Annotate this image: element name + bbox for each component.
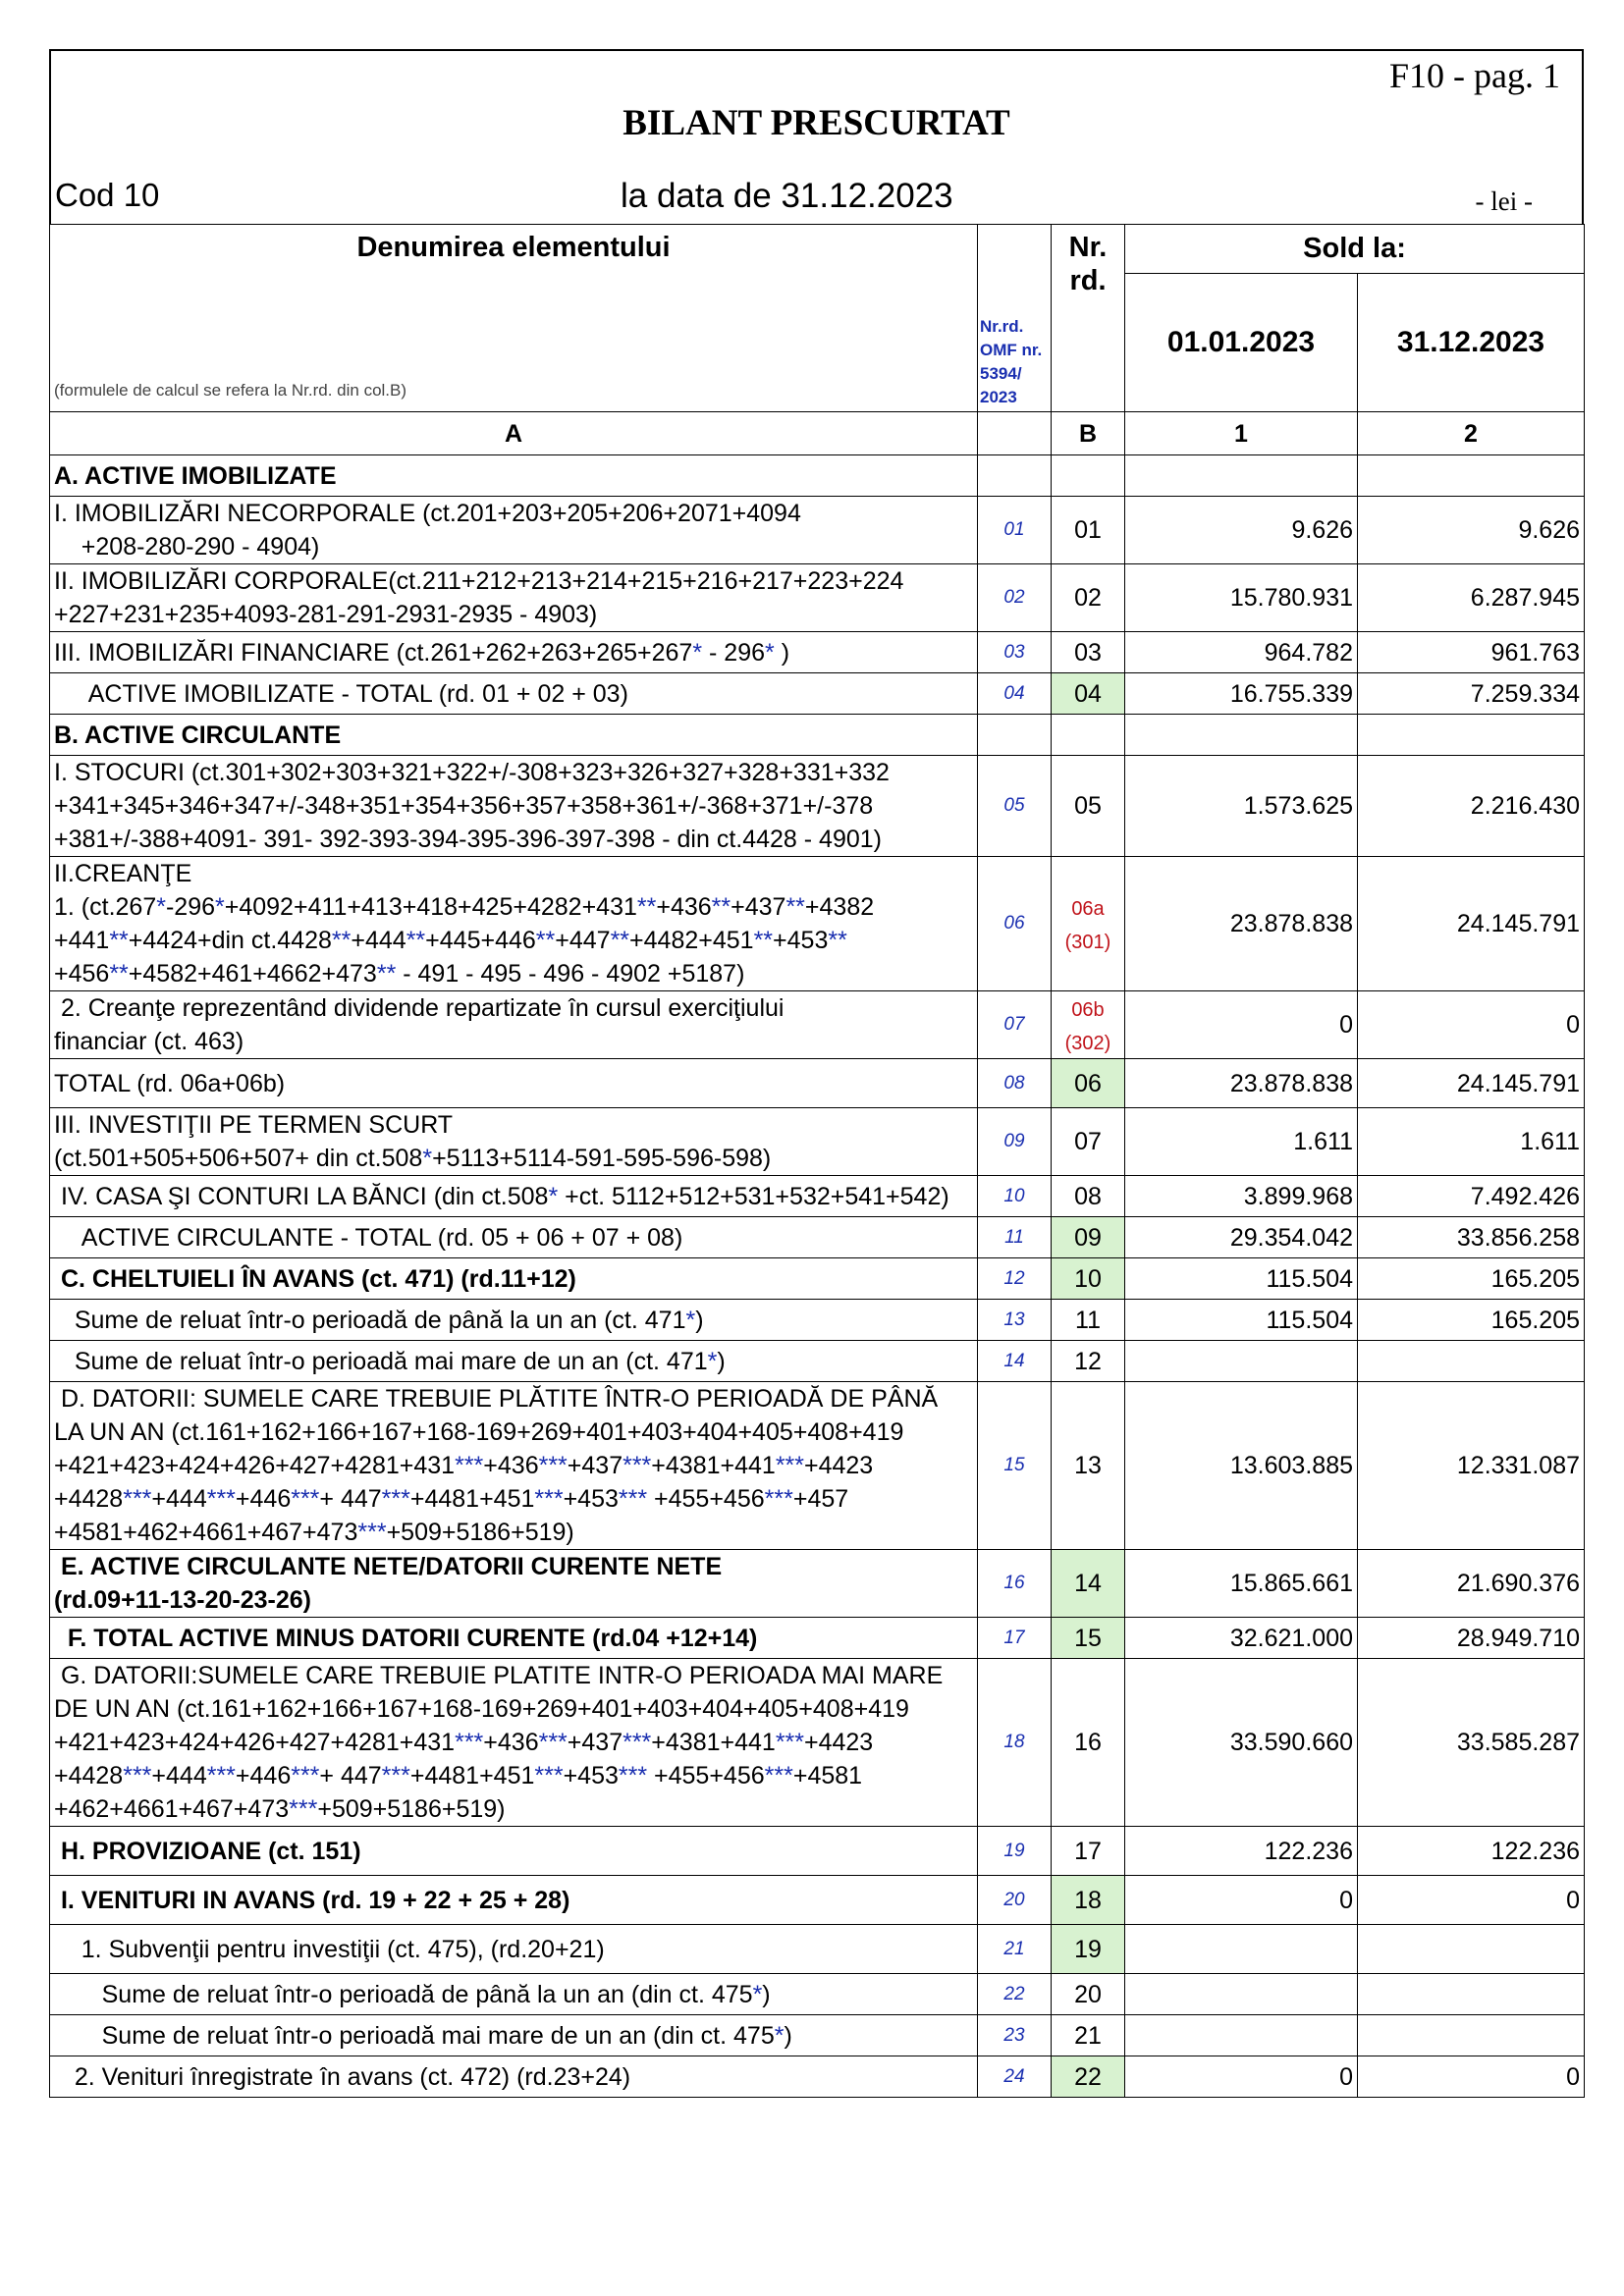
table-row (50, 1659, 1585, 1827)
value-31-12-2023: 24.145.791 (1358, 1059, 1585, 1108)
value-01-01-2023: 1.611 (1125, 1108, 1358, 1176)
value-31-12-2023: 28.949.710 (1358, 1618, 1585, 1659)
row-label: A. ACTIVE IMOBILIZATE (50, 455, 978, 497)
value-01-01-2023: 122.236 (1125, 1827, 1358, 1876)
table-row (50, 632, 1585, 673)
row-omf-number: 09 (978, 1108, 1052, 1176)
date2-header: 31.12.2023 (1358, 273, 1585, 411)
value-01-01-2023: 1.573.625 (1125, 756, 1358, 857)
value-01-01-2023: 0 (1125, 2056, 1358, 2098)
nr-rd-header: Nr. rd. (1052, 225, 1125, 412)
table-row (50, 564, 1585, 632)
value-31-12-2023: 9.626 (1358, 497, 1585, 564)
row-omf-number: 20 (978, 1876, 1052, 1925)
row-label: Sume de reluat într-o perioadă de până la un an (din ct. 475*) (50, 1974, 978, 2015)
table-row (50, 857, 1585, 991)
value-31-12-2023 (1358, 1925, 1585, 1974)
table-row (50, 1618, 1585, 1659)
value-01-01-2023 (1125, 2015, 1358, 2056)
table-row (50, 2015, 1585, 2056)
formula-note: (formulele de calcul se refera la Nr.rd. din col.B) (54, 381, 407, 400)
value-31-12-2023: 961.763 (1358, 632, 1585, 673)
row-number: 15 (1052, 1618, 1125, 1659)
row-number: 16 (1052, 1659, 1125, 1827)
row-label: III. INVESTIŢII PE TERMEN SCURT (ct.501+505+506+507+ din ct.508*+5113+5114-591-595-596-598) (50, 1108, 978, 1176)
table-row (50, 1827, 1585, 1876)
row-number: 12 (1052, 1341, 1125, 1382)
value-01-01-2023: 23.878.838 (1125, 1059, 1358, 1108)
document-header (49, 49, 1584, 224)
row-omf-number: 02 (978, 564, 1052, 632)
row-number (1052, 715, 1125, 756)
row-label: F. TOTAL ACTIVE MINUS DATORII CURENTE (rd.04 +12+14) (50, 1618, 978, 1659)
row-number: 07 (1052, 1108, 1125, 1176)
row-label: G. DATORII:SUMELE CARE TREBUIE PLATITE INTR-O PERIOADA MAI MARE DE UN AN (ct.161+162+166+167+168-169+269+401+403+404+405+408+419 +421+423+424+426+427+4281+431***+436***+437***+4381+441***+4423 +4428***+444***+446***+ 447***+4481+451***+453*** +455+456***+4581 +462+4661+467+473***+509+5186+519) (50, 1659, 978, 1827)
row-label: H. PROVIZIOANE (ct. 151) (50, 1827, 978, 1876)
row-label: 2. Creanţe reprezentând dividende repartizate în cursul exerciţiului financiar (ct. 463) (50, 991, 978, 1059)
table-row (50, 1258, 1585, 1300)
value-01-01-2023: 29.354.042 (1125, 1217, 1358, 1258)
document-title: BILANT PRESCURTAT (623, 103, 1010, 143)
row-omf-number: 19 (978, 1827, 1052, 1876)
row-number: 04 (1052, 673, 1125, 715)
row-omf-number: 10 (978, 1176, 1052, 1217)
table-row (50, 1300, 1585, 1341)
table-row (50, 1550, 1585, 1618)
row-number: 18 (1052, 1876, 1125, 1925)
date1-header: 01.01.2023 (1125, 273, 1358, 411)
value-31-12-2023 (1358, 1974, 1585, 2015)
value-31-12-2023: 12.331.087 (1358, 1382, 1585, 1550)
value-31-12-2023 (1358, 455, 1585, 497)
col-1-label: 1 (1125, 412, 1358, 455)
row-label: ACTIVE CIRCULANTE - TOTAL (rd. 05 + 06 + 07 + 08) (50, 1217, 978, 1258)
row-label: I. VENITURI IN AVANS (rd. 19 + 22 + 25 + 28) (50, 1876, 978, 1925)
value-01-01-2023 (1125, 1925, 1358, 1974)
row-number: 02 (1052, 564, 1125, 632)
row-number: 06b (302) (1052, 991, 1125, 1059)
value-01-01-2023: 32.621.000 (1125, 1618, 1358, 1659)
row-number: 11 (1052, 1300, 1125, 1341)
row-omf-number: 23 (978, 2015, 1052, 2056)
row-omf-number: 21 (978, 1925, 1052, 1974)
row-label: Sume de reluat într-o perioadă mai mare de un an (din ct. 475*) (50, 2015, 978, 2056)
value-31-12-2023: 33.856.258 (1358, 1217, 1585, 1258)
row-label: II.CREANŢE 1. (ct.267*-296*+4092+411+413+418+425+4282+431**+436**+437**+4382 +441**+4424+din ct.4428**+444**+445+446**+447**+4482+451**+453** +456**+4582+461+4662+473** - 491 - 495 - 496 - 4902 +5187) (50, 857, 978, 991)
row-label: C. CHELTUIELI ÎN AVANS (ct. 471) (rd.11+12) (50, 1258, 978, 1300)
value-31-12-2023 (1358, 2015, 1585, 2056)
row-label: 2. Venituri înregistrate în avans (ct. 472) (rd.23+24) (50, 2056, 978, 2098)
row-label: II. IMOBILIZĂRI CORPORALE(ct.211+212+213+214+215+216+217+223+224 +227+231+235+4093-281-291-2931-2935 - 4903) (50, 564, 978, 632)
omf-header: Nr.rd. OMF nr. 5394/ 2023 (978, 225, 1052, 412)
denumire-label: Denumirea elementului (356, 232, 671, 263)
row-omf-number: 17 (978, 1618, 1052, 1659)
row-label: IV. CASA ŞI CONTURI LA BĂNCI (din ct.508* +ct. 5112+512+531+532+541+542) (50, 1176, 978, 1217)
value-01-01-2023: 16.755.339 (1125, 673, 1358, 715)
row-label: I. IMOBILIZĂRI NECORPORALE (ct.201+203+205+206+2071+4094 +208-280-290 - 4904) (50, 497, 978, 564)
row-label: TOTAL (rd. 06a+06b) (50, 1059, 978, 1108)
value-01-01-2023: 0 (1125, 1876, 1358, 1925)
value-01-01-2023: 15.865.661 (1125, 1550, 1358, 1618)
row-number: 21 (1052, 2015, 1125, 2056)
form-code: Cod 10 (55, 177, 160, 213)
value-01-01-2023: 115.504 (1125, 1300, 1358, 1341)
value-31-12-2023: 1.611 (1358, 1108, 1585, 1176)
row-omf-number: 08 (978, 1059, 1052, 1108)
row-omf-number: 03 (978, 632, 1052, 673)
value-31-12-2023: 165.205 (1358, 1258, 1585, 1300)
value-01-01-2023: 15.780.931 (1125, 564, 1358, 632)
row-number: 06a (301) (1052, 857, 1125, 991)
page-label: F10 - pag. 1 (1389, 56, 1560, 95)
row-omf-number: 12 (978, 1258, 1052, 1300)
row-number: 05 (1052, 756, 1125, 857)
value-31-12-2023: 165.205 (1358, 1300, 1585, 1341)
row-omf-number: 22 (978, 1974, 1052, 2015)
value-01-01-2023: 0 (1125, 991, 1358, 1059)
row-number: 06 (1052, 1059, 1125, 1108)
value-31-12-2023 (1358, 1341, 1585, 1382)
value-01-01-2023 (1125, 1341, 1358, 1382)
balance-table (49, 224, 1585, 2098)
row-omf-number: 11 (978, 1217, 1052, 1258)
value-31-12-2023: 0 (1358, 1876, 1585, 1925)
row-omf-number: 13 (978, 1300, 1052, 1341)
value-01-01-2023: 964.782 (1125, 632, 1358, 673)
col-a-label: A (50, 412, 978, 455)
table-row (50, 1059, 1585, 1108)
table-row (50, 715, 1585, 756)
table-row (50, 1974, 1585, 2015)
row-omf-number: 18 (978, 1659, 1052, 1827)
row-omf-number: 06 (978, 857, 1052, 991)
value-01-01-2023: 3.899.968 (1125, 1176, 1358, 1217)
row-number: 19 (1052, 1925, 1125, 1974)
row-label: Sume de reluat într-o perioadă de până la un an (ct. 471*) (50, 1300, 978, 1341)
row-number (1052, 455, 1125, 497)
table-row (50, 673, 1585, 715)
value-31-12-2023: 24.145.791 (1358, 857, 1585, 991)
table-row (50, 1382, 1585, 1550)
col-2-label: 2 (1358, 412, 1585, 455)
table-row (50, 1341, 1585, 1382)
row-number: 10 (1052, 1258, 1125, 1300)
value-01-01-2023: 23.878.838 (1125, 857, 1358, 991)
row-omf-number: 04 (978, 673, 1052, 715)
value-31-12-2023: 0 (1358, 991, 1585, 1059)
table-row (50, 1108, 1585, 1176)
row-number: 13 (1052, 1382, 1125, 1550)
row-number: 09 (1052, 1217, 1125, 1258)
table-row (50, 1176, 1585, 1217)
table-row (50, 991, 1585, 1059)
row-omf-number: 05 (978, 756, 1052, 857)
table-row (50, 1217, 1585, 1258)
row-omf-number: 01 (978, 497, 1052, 564)
row-number: 22 (1052, 2056, 1125, 2098)
value-01-01-2023: 9.626 (1125, 497, 1358, 564)
table-row (50, 1925, 1585, 1974)
value-01-01-2023 (1125, 455, 1358, 497)
row-label: III. IMOBILIZĂRI FINANCIARE (ct.261+262+263+265+267* - 296* ) (50, 632, 978, 673)
column-header-denumire (50, 225, 978, 412)
row-label: 1. Subvenţii pentru investiţii (ct. 475), (rd.20+21) (50, 1925, 978, 1974)
row-label: E. ACTIVE CIRCULANTE NETE/DATORII CURENTE NETE (rd.09+11-13-20-23-26) (50, 1550, 978, 1618)
report-date: la data de 31.12.2023 (621, 177, 953, 215)
row-number: 14 (1052, 1550, 1125, 1618)
table-row (50, 455, 1585, 497)
row-number: 03 (1052, 632, 1125, 673)
row-omf-number (978, 455, 1052, 497)
col-b-label: B (1052, 412, 1125, 455)
value-01-01-2023 (1125, 1974, 1358, 2015)
row-label: Sume de reluat într-o perioadă mai mare de un an (ct. 471*) (50, 1341, 978, 1382)
balance-sheet-page (49, 49, 1584, 2098)
row-omf-number: 24 (978, 2056, 1052, 2098)
table-row (50, 497, 1585, 564)
row-number: 01 (1052, 497, 1125, 564)
row-label: D. DATORII: SUMELE CARE TREBUIE PLĂTITE ÎNTR-O PERIOADĂ DE PÂNĂ LA UN AN (ct.161+162+166+167+168-169+269+401+403+404+405+408+419 +421+423+424+426+427+4281+431***+436***+437***+4381+441***+4423 +4428***+444***+446***+ 447***+4481+451***+453*** +455+456***+457 +4581+462+4661+467+473***+509+5186+519) (50, 1382, 978, 1550)
row-omf-number: 14 (978, 1341, 1052, 1382)
value-31-12-2023: 6.287.945 (1358, 564, 1585, 632)
value-31-12-2023: 2.216.430 (1358, 756, 1585, 857)
table-row (50, 756, 1585, 857)
row-number: 08 (1052, 1176, 1125, 1217)
value-31-12-2023: 122.236 (1358, 1827, 1585, 1876)
row-label: ACTIVE IMOBILIZATE - TOTAL (rd. 01 + 02 + 03) (50, 673, 978, 715)
row-label: I. STOCURI (ct.301+302+303+321+322+/-308+323+326+327+328+331+332 +341+345+346+347+/-348+351+354+356+357+358+361+/-368+371+/-378 +381+/-388+4091- 391- 392-393-394-395-396-397-398 - din ct.4428 - 4901) (50, 756, 978, 857)
row-omf-number: 15 (978, 1382, 1052, 1550)
table-row (50, 2056, 1585, 2098)
value-31-12-2023: 0 (1358, 2056, 1585, 2098)
currency-label: - lei - (1475, 187, 1533, 216)
row-number: 17 (1052, 1827, 1125, 1876)
row-omf-number: 16 (978, 1550, 1052, 1618)
row-omf-number (978, 715, 1052, 756)
row-omf-number: 07 (978, 991, 1052, 1059)
row-number: 20 (1052, 1974, 1125, 2015)
balance-rows (50, 455, 1585, 2098)
value-01-01-2023: 115.504 (1125, 1258, 1358, 1300)
value-31-12-2023: 33.585.287 (1358, 1659, 1585, 1827)
value-31-12-2023: 21.690.376 (1358, 1550, 1585, 1618)
value-31-12-2023: 7.259.334 (1358, 673, 1585, 715)
value-31-12-2023: 7.492.426 (1358, 1176, 1585, 1217)
value-01-01-2023: 13.603.885 (1125, 1382, 1358, 1550)
row-label: B. ACTIVE CIRCULANTE (50, 715, 978, 756)
sold-header: Sold la: (1125, 225, 1585, 274)
value-01-01-2023 (1125, 715, 1358, 756)
value-31-12-2023 (1358, 715, 1585, 756)
value-01-01-2023: 33.590.660 (1125, 1659, 1358, 1827)
table-row (50, 1876, 1585, 1925)
col-omf-empty (978, 412, 1052, 455)
